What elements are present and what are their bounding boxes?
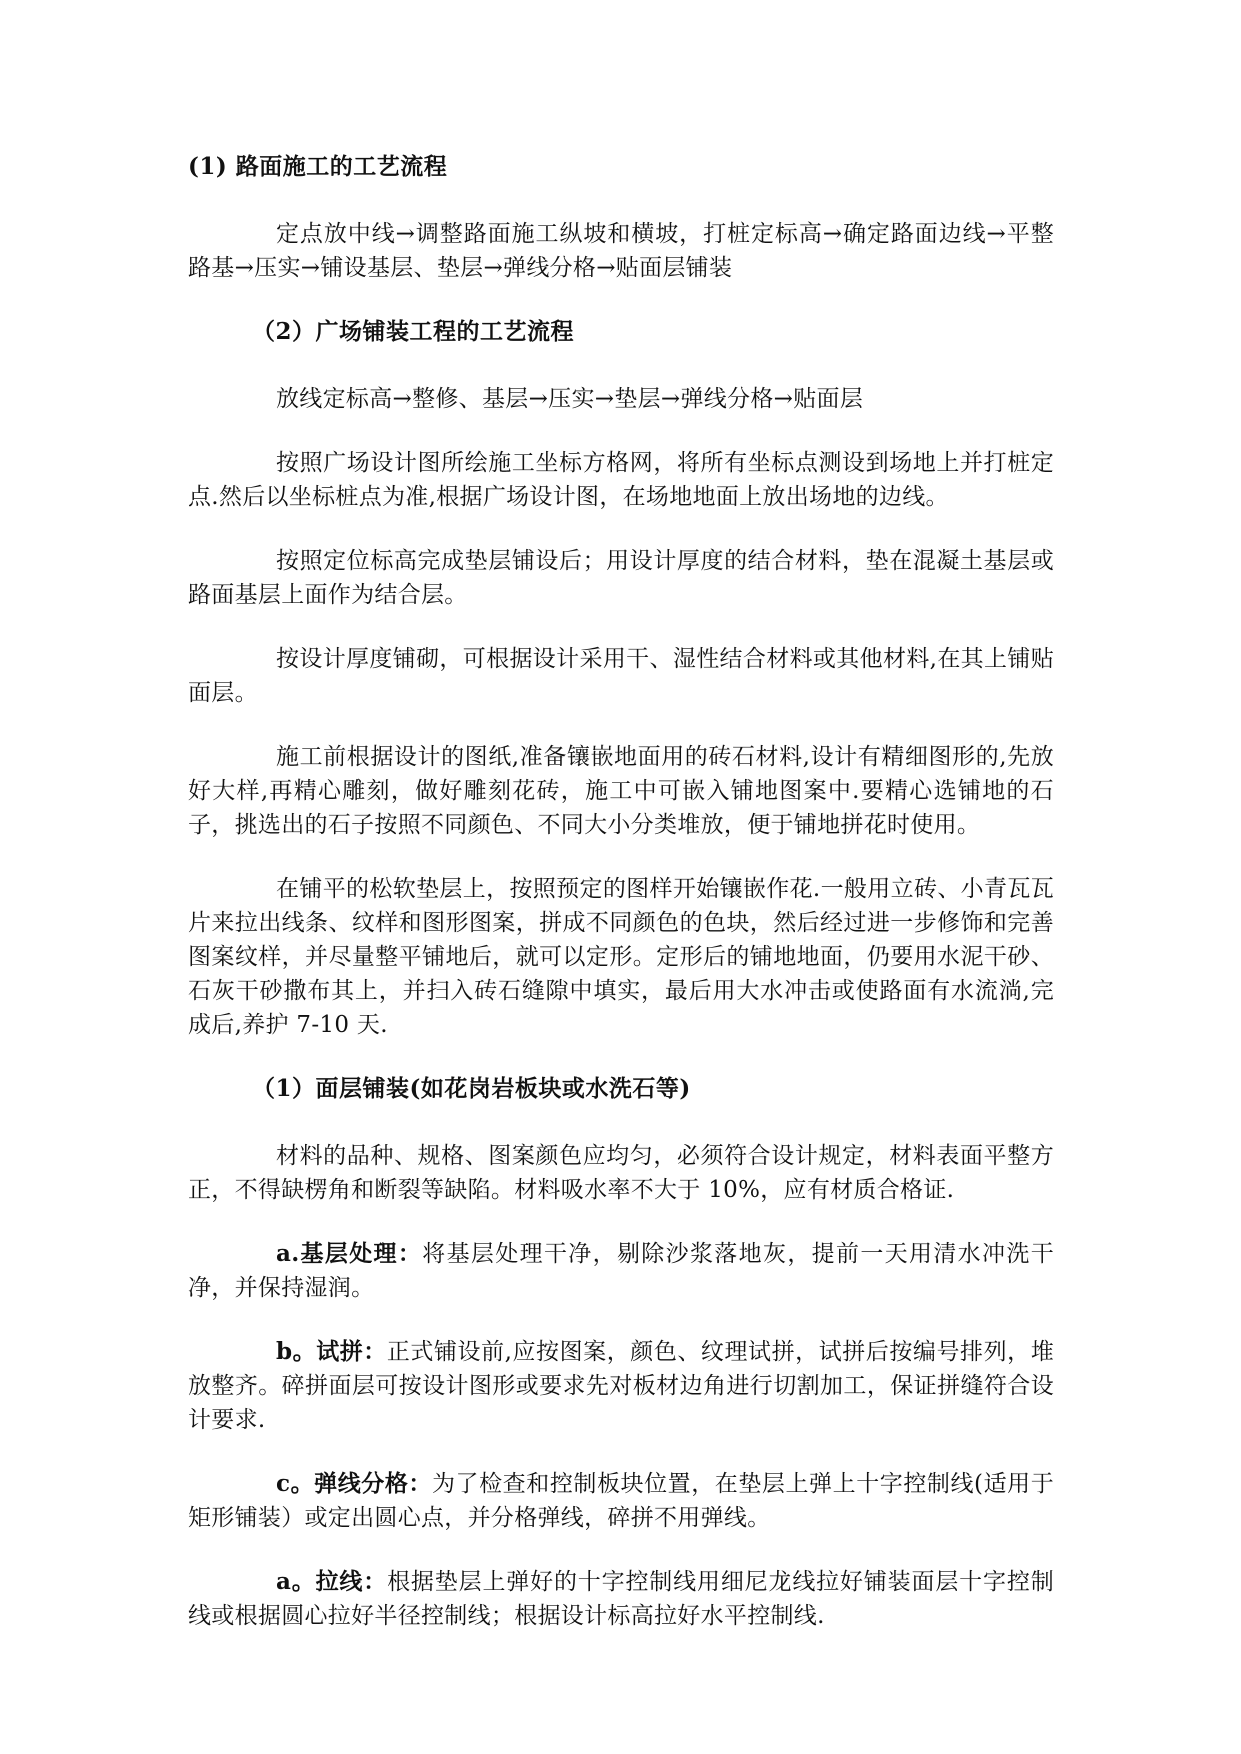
label-trial-layout: b。试拼： bbox=[276, 1338, 387, 1365]
paragraph-string-lines bbox=[188, 1565, 1054, 1633]
paragraph-plaza-steps: 放线定标高→整修、基层→压实→垫层→弹线分格→贴面层 bbox=[276, 386, 864, 412]
paragraph-laying: 按设计厚度铺砌，可根据设计采用干、湿性结合材料或其他材料,在其上铺贴面层。 bbox=[188, 646, 1054, 706]
label-string-lines: a。拉线： bbox=[276, 1568, 388, 1595]
paragraph-inlay: 在铺平的松软垫层上，按照预定的图样开始镶嵌作花.一般用立砖、小青瓦瓦片来拉出线条、纹样和图形图案，拼成不同颜色的色块，然后经过进一步修饰和完善图案纹样，并尽量整平铺地后，就可以定形。定形后的铺地地面，仍要用水泥干砂、石灰干砂撒布其上，并扫入砖石缝隙中填实，最后用大水冲击或使路面有水流淌,完成后,养护 7-10 天. bbox=[188, 876, 1054, 1038]
document-body bbox=[188, 150, 1054, 1633]
paragraph-staking: 按照广场设计图所绘施工坐标方格网，将所有坐标点测设到场地上并打桩定点.然后以坐标桩点为准,根据广场设计图，在场地地面上放出场地的边线。 bbox=[188, 450, 1054, 510]
paragraph-base-treatment bbox=[188, 1237, 1054, 1305]
paragraph-preparation: 施工前根据设计的图纸,准备镶嵌地面用的砖石材料,设计有精细图形的,先放好大样,再精心雕刻，做好雕刻花砖，施工中可嵌入铺地图案中.要精心选铺地的石子，挑选出的石子按照不同颜色、不同大小分类堆放，便于铺地拼花时使用。 bbox=[188, 744, 1054, 838]
text-base-treatment: 将基层处理干净，剔除沙浆落地灰，提前一天用清水冲洗干净，并保持湿润。 bbox=[188, 1241, 1054, 1301]
label-base-treatment: a.基层处理： bbox=[276, 1240, 423, 1267]
paragraph-road-steps: 定点放中线→调整路面施工纵坡和横坡，打桩定标高→确定路面边线→平整路基→压实→铺设基层、垫层→弹线分格→贴面层铺装 bbox=[188, 221, 1054, 281]
heading-surface-paving: （1）面层铺装(如花岗岩板块或水洗石等) bbox=[252, 1075, 691, 1102]
label-chalk-lines: c。弹线分格： bbox=[276, 1470, 432, 1497]
text-chalk-lines: 为了检查和控制板块位置，在垫层上弹上十字控制线(适用于矩形铺装）或定出圆心点，并分格弹线，碎拼不用弹线。 bbox=[188, 1471, 1055, 1531]
heading-plaza-process: （2）广场铺装工程的工艺流程 bbox=[252, 318, 575, 345]
paragraph-trial-layout bbox=[188, 1335, 1054, 1437]
text-trial-layout: 正式铺设前,应按图案，颜色、纹理试拼，试拼后按编号排列，堆放整齐。碎拼面层可按设计图形或要求先对板材边角进行切割加工，保证拼缝符合设计要求. bbox=[188, 1339, 1054, 1433]
heading-road-process: (1) 路面施工的工艺流程 bbox=[188, 153, 448, 180]
paragraph-materials: 材料的品种、规格、图案颜色应均匀，必须符合设计规定，材料表面平整方正，不得缺楞角和断裂等缺陷。材料吸水率不大于 10%，应有材质合格证. bbox=[188, 1143, 1054, 1203]
paragraph-bedding: 按照定位标高完成垫层铺设后；用设计厚度的结合材料，垫在混凝土基层或路面基层上面作为结合层。 bbox=[188, 548, 1054, 608]
paragraph-chalk-lines bbox=[188, 1467, 1054, 1535]
text-string-lines: 根据垫层上弹好的十字控制线用细尼龙线拉好铺装面层十字控制线或根据圆心拉好半径控制线；根据设计标高拉好水平控制线. bbox=[188, 1569, 1054, 1629]
